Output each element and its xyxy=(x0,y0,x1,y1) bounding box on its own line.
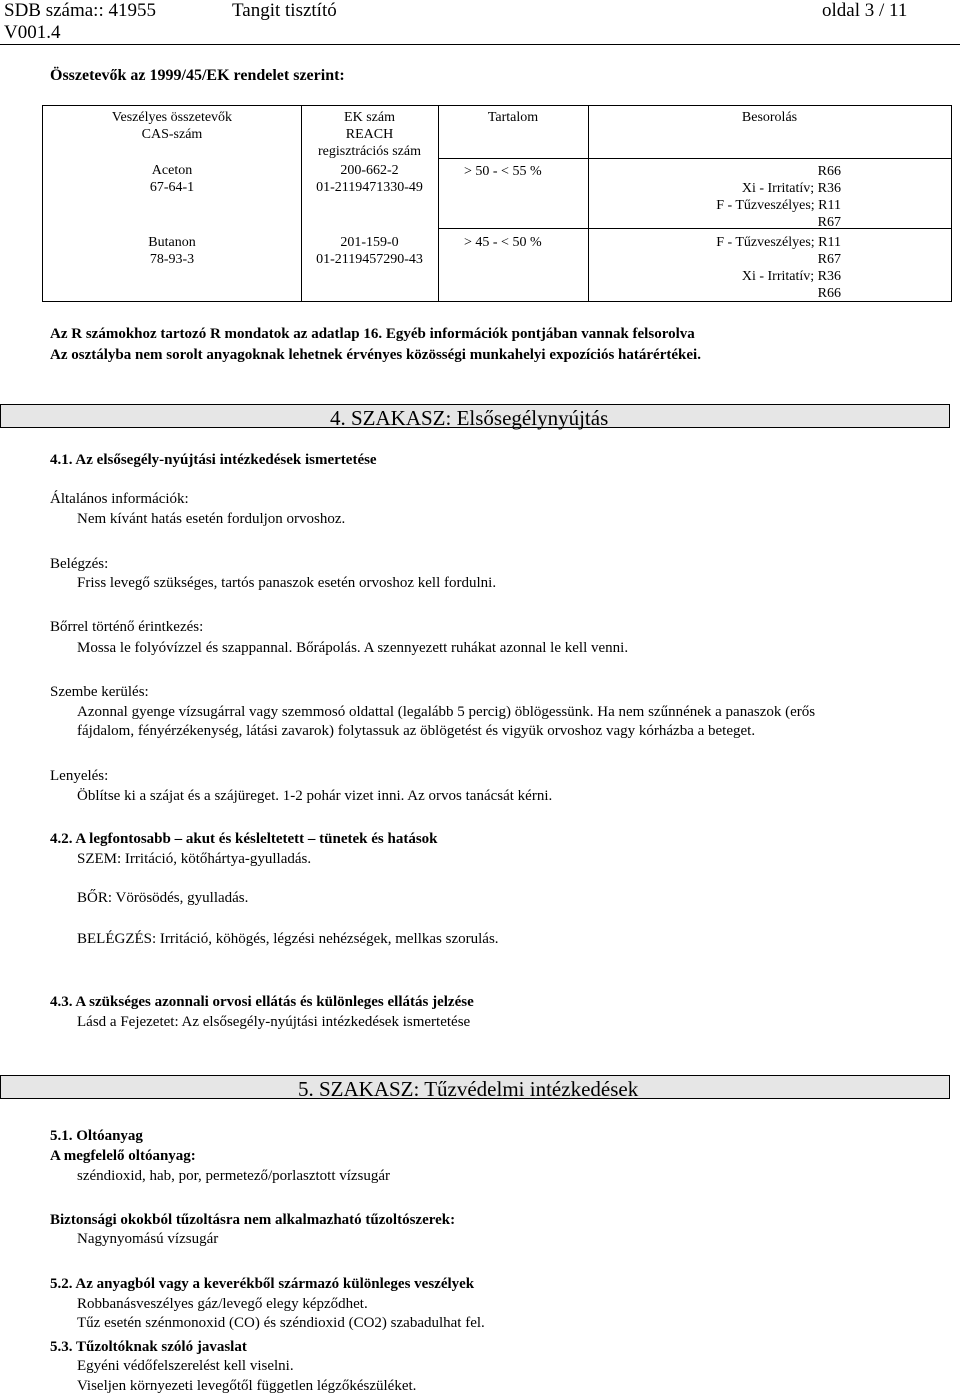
general-text: Nem kívánt hatás esetén forduljon orvoshoz. xyxy=(77,511,346,527)
s53-title: 5.3. Tűzoltóknak szóló javaslat xyxy=(50,1339,247,1355)
swallow-text: Öblítse ki a szájat és a szájüreget. 1-2 pohár vizet inni. Az orvos tanácsát kérni. xyxy=(77,788,553,804)
col-header-ek: EK szám REACH regisztrációs szám xyxy=(317,110,421,159)
table-row-classification: F - Tűzveszélyes; R11 R67 Xi - Irritatív; R36 R66 xyxy=(716,235,841,301)
table-row-ek: 201-159-0 01-2119457290-43 xyxy=(316,235,423,267)
sdb-number: SDB száma:: 41955 xyxy=(4,0,156,21)
swallow-label: Lenyelés: xyxy=(50,768,109,784)
general-label: Általános információk: xyxy=(50,491,189,507)
col-header-classification: Besorolás xyxy=(741,110,798,125)
table-row-content: > 45 - < 50 % xyxy=(464,235,542,250)
r-phrases-note: Az R számokhoz tartozó R mondatok az adatlap 16. Egyéb információk pontjában vannak felsorolva xyxy=(50,326,695,342)
s52-title: 5.2. Az anyagból vagy a keverékből származó különleges veszélyek xyxy=(50,1276,475,1292)
table-row-ingredient: Butanon 78-93-3 xyxy=(148,235,196,267)
components-heading: Összetevők az 1999/45/EK rendelet szerint: xyxy=(50,67,345,84)
suitable-label: A megfelelő oltóanyag: xyxy=(50,1148,196,1164)
table-row-classification: R66 Xi - Irritatív; R36 F - Tűzveszélyes; R11 R67 xyxy=(716,164,841,230)
page-number: oldal 3 / 11 xyxy=(822,0,908,21)
s41-title: 4.1. Az elsősegély-nyújtási intézkedések ismertetése xyxy=(50,452,377,468)
s53-text-2: Viseljen környezeti levegőtől független légzőkészüléket. xyxy=(77,1378,417,1394)
header-divider xyxy=(0,44,960,45)
s51-title: 5.1. Oltóanyag xyxy=(50,1128,143,1144)
unsuitable-label: Biztonsági okokból tűzoltásra nem alkalmazható tűzoltószerek: xyxy=(50,1212,456,1228)
s43-text: Lásd a Fejezetet: Az elsősegély-nyújtási intézkedések ismertetése xyxy=(77,1014,471,1030)
eye-text-1: Azonnal gyenge vízsugárral vagy szemmosó oldattal (legalább 5 percig) öblögessünk. Ha nem szűnnének a panaszok (erős xyxy=(77,704,816,720)
inhalation-text: Friss levegő szükséges, tartós panaszok esetén orvoshoz kell fordulni. xyxy=(77,575,497,591)
inhalation-label: Belégzés: xyxy=(50,556,109,572)
col-header-content: Tartalom xyxy=(487,110,539,125)
eye-label: Szembe kerülés: xyxy=(50,684,149,700)
s42-eye: SZEM: Irritáció, kötőhártya-gyulladás. xyxy=(77,851,312,867)
s42-inhalation: BELÉGZÉS: Irritáció, köhögés, légzési nehézségek, mellkas szorulás. xyxy=(77,931,499,947)
s53-text-1: Egyéni védőfelszerelést kell viselni. xyxy=(77,1358,294,1374)
eye-text-2: fájdalom, fényérzékenység, látási zavarok) folytassuk az öblögetést és vigyük orvoshoz vagy kórházba a beteget. xyxy=(77,723,756,739)
skin-text: Mossa le folyóvízzel és szappannal. Bőrápolás. A szennyezett ruhákat azonnal le kell venni. xyxy=(77,640,629,656)
exposure-note: Az osztályba nem sorolt anyagoknak lehetnek érvényes közösségi munkahelyi expozíciós határértékei. xyxy=(50,347,701,363)
table-row-content: > 50 - < 55 % xyxy=(464,164,542,179)
unsuitable-text: Nagynyomású vízsugár xyxy=(77,1231,219,1247)
section-5-title: 5. SZAKASZ: Tűzvédelmi intézkedések xyxy=(298,1077,639,1101)
s52-text-1: Robbanásveszélyes gáz/levegő elegy képződhet. xyxy=(77,1296,368,1312)
components-table xyxy=(42,105,952,302)
section-4-title: 4. SZAKASZ: Elsősegélynyújtás xyxy=(330,406,609,430)
s52-text-2: Tűz esetén szénmonoxid (CO) és széndioxid (CO2) szabadulhat fel. xyxy=(77,1315,485,1331)
table-row-ek: 200-662-2 01-2119471330-49 xyxy=(316,163,423,195)
s42-title: 4.2. A legfontosabb – akut és késleltetett – tünetek és hatások xyxy=(50,831,438,847)
skin-label: Bőrrel történő érintkezés: xyxy=(50,619,204,635)
s42-skin: BŐR: Vörösödés, gyulladás. xyxy=(77,890,249,906)
table-row-ingredient: Aceton 67-64-1 xyxy=(149,163,195,195)
s43-title: 4.3. A szükséges azonnali orvosi ellátás és különleges ellátás jelzése xyxy=(50,994,474,1010)
product-name: Tangit tisztító xyxy=(232,0,337,21)
col-header-ingredient: Veszélyes összetevők CAS-szám xyxy=(111,110,233,142)
version: V001.4 xyxy=(4,22,61,43)
suitable-text: széndioxid, hab, por, permetező/porlasztott vízsugár xyxy=(77,1168,391,1184)
